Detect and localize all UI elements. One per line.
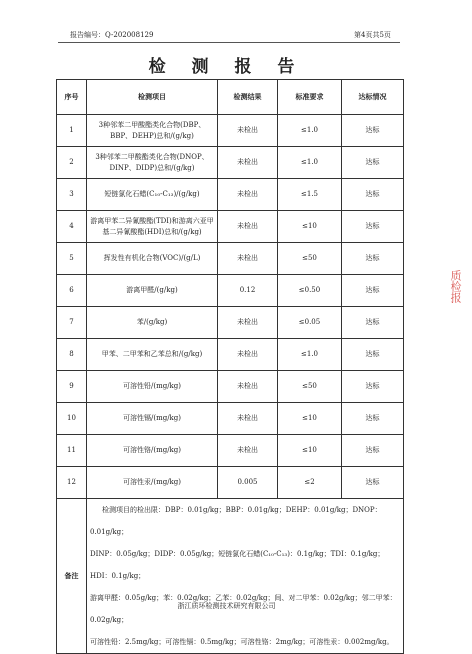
remark-line: 可溶性铅：2.5mg/kg；可溶性镉：0.5mg/kg；可溶性铬：2mg/kg；可溶性汞：0.002mg/kg。 [90, 638, 394, 646]
table-row [57, 467, 404, 499]
remark-line: 检测项目的检出限：DBP：0.01g/kg；BBP：0.01g/kg；DEHP：0.01g/kg；DNOP：0.01g/kg； [90, 506, 382, 536]
row-status: 达标 [342, 339, 404, 371]
row-item: 短链氯化石蜡(C₁₀-C₁₃)/(g/kg) [87, 179, 218, 211]
header-result: 检测结果 [218, 80, 278, 115]
row-no: 6 [57, 275, 87, 307]
table-row [57, 307, 404, 339]
row-requirement: ≤1.0 [278, 115, 342, 147]
header-no: 序号 [57, 80, 87, 115]
row-no: 9 [57, 371, 87, 403]
row-no: 3 [57, 179, 87, 211]
row-no: 1 [57, 115, 87, 147]
row-result: 未检出 [218, 243, 278, 275]
row-no: 5 [57, 243, 87, 275]
remark-line: 游离甲醛：0.05g/kg；苯：0.02g/kg；乙苯：0.02g/kg；间、对二甲苯：0.02g/kg；邻二甲苯：0.02g/kg； [90, 594, 397, 624]
table-row [57, 371, 404, 403]
row-item: 游离甲醛/(g/kg) [87, 275, 218, 307]
row-requirement: ≤1.5 [278, 179, 342, 211]
report-number-label: 报告编号： [70, 31, 105, 39]
remark-text [87, 499, 404, 654]
row-status: 达标 [342, 307, 404, 339]
row-requirement: ≤50 [278, 243, 342, 275]
table-row [57, 275, 404, 307]
row-result: 0.005 [218, 467, 278, 499]
row-item: 甲苯、二甲苯和乙苯总和/(g/kg) [87, 339, 218, 371]
row-status: 达标 [342, 243, 404, 275]
row-result: 未检出 [218, 147, 278, 179]
row-result: 未检出 [218, 371, 278, 403]
row-result: 未检出 [218, 211, 278, 243]
remark-row [57, 499, 404, 654]
row-item: 苯/(g/kg) [87, 307, 218, 339]
row-no: 11 [57, 435, 87, 467]
row-no: 7 [57, 307, 87, 339]
report-number [70, 30, 153, 40]
row-result: 0.12 [218, 275, 278, 307]
page-info: 第4页共5页 [354, 31, 391, 39]
row-status: 达标 [342, 467, 404, 499]
row-no: 2 [57, 147, 87, 179]
row-requirement: ≤10 [278, 435, 342, 467]
side-stamp [438, 270, 472, 317]
remark-line: DINP：0.05g/kg；DIDP：0.05g/kg；短链氯化石蜡(C₁₀-C₁₃)：0.1g/kg；TDI：0.1g/kg；HDI：0.1g/kg； [90, 550, 385, 580]
row-requirement: ≤50 [278, 371, 342, 403]
row-result: 未检出 [218, 115, 278, 147]
table-row [57, 147, 404, 179]
row-no: 8 [57, 339, 87, 371]
row-status: 达标 [342, 179, 404, 211]
row-no: 12 [57, 467, 87, 499]
row-status: 达标 [342, 147, 404, 179]
header-item: 检测项目 [87, 80, 218, 115]
table-header-row [57, 80, 404, 115]
row-status: 达标 [342, 435, 404, 467]
table-row [57, 403, 404, 435]
row-requirement: ≤0.50 [278, 275, 342, 307]
row-requirement: ≤1.0 [278, 339, 342, 371]
row-item: 3种邻苯二甲酸酯类化合物(DBP、BBP、DEHP)总和/(g/kg) [87, 115, 218, 147]
row-item: 可溶性铅/(mg/kg) [87, 371, 218, 403]
row-requirement: ≤10 [278, 403, 342, 435]
row-item: 3种邻苯二甲酸酯类化合物(DNOP、DINP、DIDP)总和/(g/kg) [87, 147, 218, 179]
row-item: 游离甲苯二异氰酸酯(TDI)和游离六亚甲基二异氰酸酯(HDI)总和/(g/kg) [87, 211, 218, 243]
row-requirement: ≤2 [278, 467, 342, 499]
page-title: 检 测 报 告 [148, 57, 305, 77]
row-status: 达标 [342, 371, 404, 403]
row-item: 可溶性汞/(mg/kg) [87, 467, 218, 499]
table-row [57, 435, 404, 467]
row-result: 未检出 [218, 435, 278, 467]
row-status: 达标 [342, 115, 404, 147]
row-status: 达标 [342, 275, 404, 307]
side-stamp-text: 质检报 [449, 270, 462, 303]
header-status: 达标情况 [342, 80, 404, 115]
row-status: 达标 [342, 403, 404, 435]
report-number-value: Q-202008129 [105, 31, 154, 39]
row-result: 未检出 [218, 403, 278, 435]
table-row [57, 211, 404, 243]
row-no: 4 [57, 211, 87, 243]
row-requirement: ≤1.0 [278, 147, 342, 179]
row-result: 未检出 [218, 339, 278, 371]
table-row [57, 115, 404, 147]
row-requirement: ≤10 [278, 211, 342, 243]
table-row [57, 339, 404, 371]
row-item: 可溶性铬/(mg/kg) [87, 435, 218, 467]
row-item: 可溶性镉/(mg/kg) [87, 403, 218, 435]
header-divider [58, 42, 400, 43]
footer-company: 浙江质环检测技术研究有限公司 [177, 602, 276, 610]
header-requirement: 标准要求 [278, 80, 342, 115]
row-status: 达标 [342, 211, 404, 243]
row-result: 未检出 [218, 179, 278, 211]
table-row [57, 243, 404, 275]
remark-label: 备注 [57, 499, 87, 654]
row-no: 10 [57, 403, 87, 435]
row-result: 未检出 [218, 307, 278, 339]
results-table [56, 79, 404, 654]
table-row [57, 179, 404, 211]
row-requirement: ≤0.05 [278, 307, 342, 339]
row-item: 挥发性有机化合物(VOC)/(g/L) [87, 243, 218, 275]
